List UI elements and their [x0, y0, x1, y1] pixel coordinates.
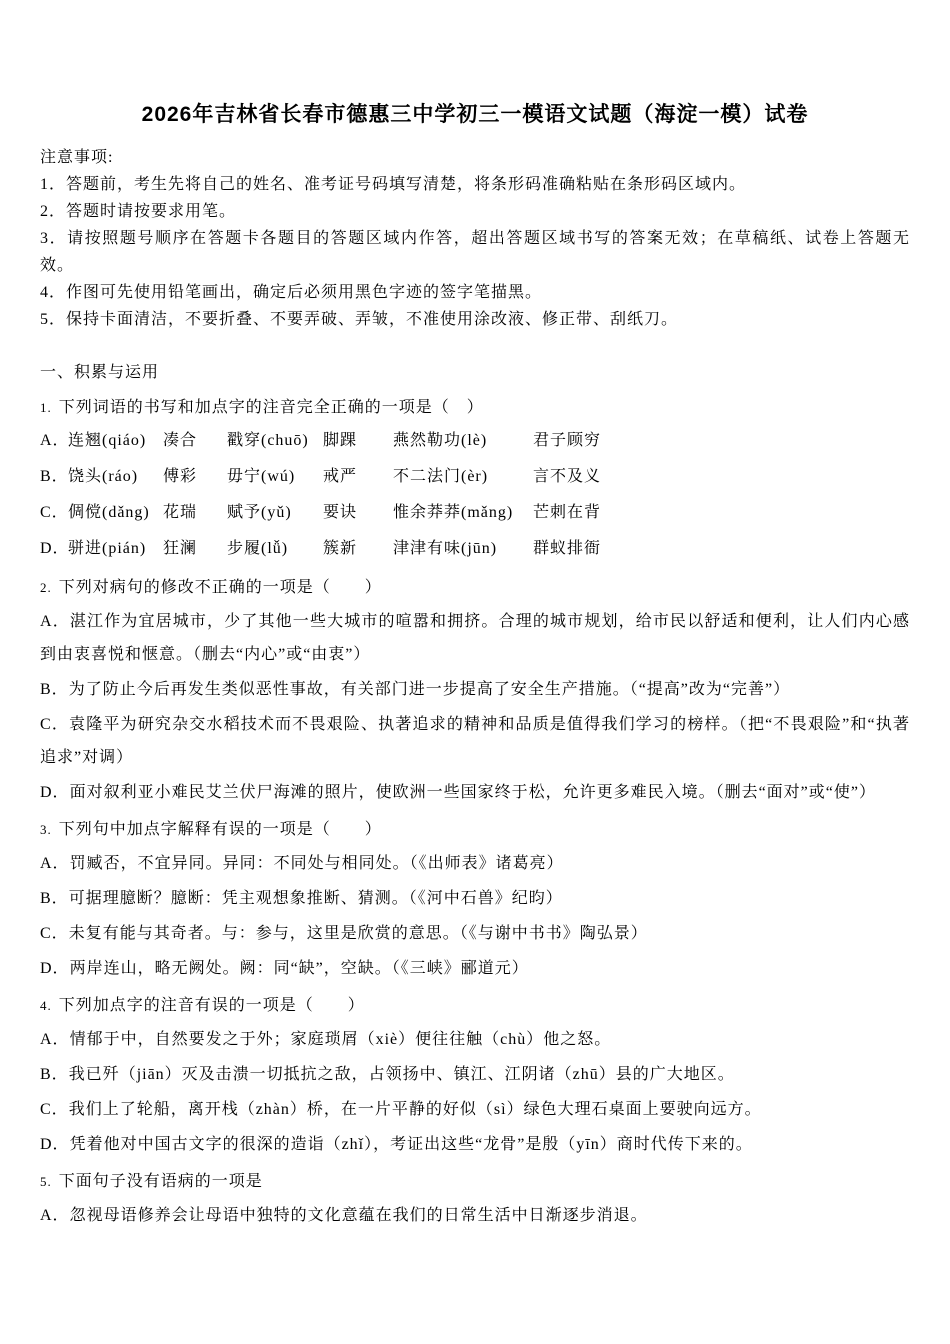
- option-label: B．: [40, 468, 69, 485]
- word-cell: 狂澜: [163, 540, 198, 557]
- option-text: 可据理臆断？臆断：凭主观想象推断、猜测。（《河中石兽》纪昀）: [68, 890, 563, 907]
- option-d: [40, 1128, 910, 1161]
- option-c: [40, 708, 910, 774]
- question-number: 4.: [40, 998, 52, 1013]
- option-text: 我已歼（jiān）灭及击溃一切抵抗之敌，占领扬中、镇江、江阴诸（zhū）县的广大地区。: [68, 1066, 735, 1083]
- option-text: 面对叙利亚小难民艾兰伏尸海滩的照片，使欧洲一些国家终于松，允许更多难民入境。（删去“面对”或“使”）: [69, 784, 876, 801]
- option-a: [40, 1199, 910, 1232]
- question-stem: [40, 815, 910, 845]
- question-number: 2.: [40, 580, 52, 595]
- notice-item: 5．保持卡面清洁，不要折叠、不要弄破、弄皱，不准使用涂改液、修正带、刮纸刀。: [40, 311, 679, 328]
- word-cell: 花瑞: [163, 504, 198, 521]
- question-number: 3.: [40, 822, 52, 837]
- word-cell: 赋予(yǔ): [227, 504, 292, 521]
- option-text: 忽视母语修养会让母语中独特的文化意蕴在我们的日常生活中日渐逐步消退。: [69, 1207, 648, 1224]
- section-heading: 一、积累与运用: [40, 364, 160, 381]
- question-5: [40, 1167, 910, 1232]
- option-row-d: [40, 531, 910, 567]
- option-text: 我们上了轮船，离开栈（zhàn）桥，在一片平静的好似（sì）绿色大理石桌面上要驶向远方。: [68, 1101, 762, 1118]
- option-text: 未复有能与其奇者。与：参与，这里是欣赏的意思。（《与谢中书书》陶弘景）: [68, 925, 648, 942]
- question-text: 下列加点字的注音有误的一项是（ ）: [58, 997, 365, 1014]
- option-b: [40, 673, 910, 706]
- option-label: C．: [40, 1101, 69, 1118]
- word-cell: 傅彩: [163, 468, 198, 485]
- notice-header: 注意事项:: [40, 149, 114, 166]
- option-label: D．: [40, 960, 70, 977]
- question-number: 1.: [40, 400, 52, 415]
- option-text: 两岸连山，略无阙处。阙：同“缺”，空缺。（《三峡》郦道元）: [69, 960, 529, 977]
- option-a: [40, 605, 910, 671]
- question-1: [40, 393, 910, 567]
- option-c: [40, 917, 910, 950]
- word-cell: 不二法门(èr): [393, 468, 489, 485]
- question-stem: [40, 393, 910, 423]
- option-label: D．: [40, 784, 70, 801]
- word-cell: 簇新: [323, 540, 358, 557]
- notice-section: [40, 144, 910, 333]
- notice-item: 2．答题时请按要求用笔。: [40, 203, 237, 220]
- question-text: 下列句中加点字解释有误的一项是（ ）: [58, 821, 382, 838]
- word-cell: 津津有味(jūn): [393, 540, 498, 557]
- question-text: 下面句子没有语病的一项是: [58, 1173, 263, 1190]
- question-4: [40, 991, 910, 1161]
- option-row-a: [40, 423, 910, 459]
- notice-item: 4．作图可先使用铅笔画出，确定后必须用黑色字迹的签字笔描黑。: [40, 284, 543, 301]
- word-cell: 饶头(ráo): [68, 468, 139, 485]
- word-cell: 惟余莽莽(mǎng): [393, 504, 514, 521]
- option-text: 凭着他对中国古文字的很深的造诣（zhǐ），考证出这些“龙骨”是殷（yīn）商时代传下来的。: [69, 1136, 753, 1153]
- option-b: [40, 882, 910, 915]
- word-cell: 倜傥(dǎng): [68, 504, 150, 521]
- word-cell: 戳穿(chuō): [227, 432, 309, 449]
- option-d: [40, 776, 910, 809]
- option-label: A．: [40, 613, 70, 630]
- notice-item: 1．答题前，考生先将自己的姓名、准考证号码填写清楚，将条形码准确粘贴在条形码区域内。: [40, 176, 747, 193]
- word-cell: 要诀: [323, 504, 358, 521]
- option-label: A．: [40, 432, 70, 449]
- option-text: 情郁于中，自然要发之于外；家庭琐屑（xiè）便往往触（chù）他之怒。: [69, 1031, 612, 1048]
- word-cell: 燕然勒功(lè): [393, 432, 488, 449]
- word-cell: 连翘(qiáo): [68, 432, 147, 449]
- word-cell: 骈进(pián): [68, 540, 147, 557]
- option-b: [40, 1058, 910, 1091]
- option-label: C．: [40, 716, 70, 733]
- option-text: 湛江作为宜居城市，少了其他一些大城市的喧嚣和拥挤。合理的城市规划，给市民以舒适和便利，让人们内心感到由衷喜悦和惬意。（删去“内心”或“由衷”）: [40, 613, 910, 663]
- question-stem: [40, 991, 910, 1021]
- option-text: 罚臧否，不宜异同。异同：不同处与相同处。（《出师表》诸葛亮）: [69, 855, 564, 872]
- option-text: 为了防止今后再发生类似恶性事故，有关部门进一步提高了安全生产措施。（“提高”改为“完善”）: [68, 681, 791, 698]
- option-label: A．: [40, 1031, 70, 1048]
- word-cell: 步履(lǚ): [227, 540, 289, 557]
- word-cell: 毋宁(wú): [227, 468, 296, 485]
- option-label: B．: [40, 1066, 69, 1083]
- word-cell: 群蚁排衙: [533, 540, 602, 557]
- option-c: [40, 1093, 910, 1126]
- page-title: 2026年吉林省长春市德惠三中学初三一模语文试题（海淀一模）试卷: [141, 103, 809, 126]
- option-text: 袁隆平为研究杂交水稻技术而不畏艰险、执著追求的精神和品质是值得我们学习的榜样。（把“不畏艰险”和“执著追求”对调）: [40, 716, 910, 766]
- option-label: C．: [40, 504, 69, 521]
- option-row-b: [40, 459, 910, 495]
- word-cell: 脚踝: [323, 432, 358, 449]
- option-a: [40, 847, 910, 880]
- question-stem: [40, 1167, 910, 1197]
- word-cell: 君子顾穷: [533, 432, 602, 449]
- option-d: [40, 952, 910, 985]
- question-text: 下列对病句的修改不正确的一项是（ ）: [58, 579, 382, 596]
- option-a: [40, 1023, 910, 1056]
- word-cell: 凑合: [163, 432, 198, 449]
- notice-item: 3．请按照题号顺序在答题卡各题目的答题区域内作答，超出答题区域书写的答案无效；在草稿纸、试卷上答题无效。: [40, 230, 910, 274]
- option-label: A．: [40, 855, 70, 872]
- question-3: [40, 815, 910, 985]
- option-label: B．: [40, 681, 69, 698]
- option-label: A．: [40, 1207, 70, 1224]
- option-label: B．: [40, 890, 69, 907]
- question-2: [40, 573, 910, 809]
- word-cell: 戒严: [323, 468, 358, 485]
- option-label: D．: [40, 1136, 70, 1153]
- option-row-c: [40, 495, 910, 531]
- option-label: D．: [40, 540, 70, 557]
- question-text: 下列词语的书写和加点字的注音完全正确的一项是（ ）: [58, 399, 484, 416]
- question-stem: [40, 573, 910, 603]
- word-cell: 芒刺在背: [533, 504, 602, 521]
- word-cell: 言不及义: [533, 468, 602, 485]
- question-number: 5.: [40, 1174, 52, 1189]
- option-label: C．: [40, 925, 69, 942]
